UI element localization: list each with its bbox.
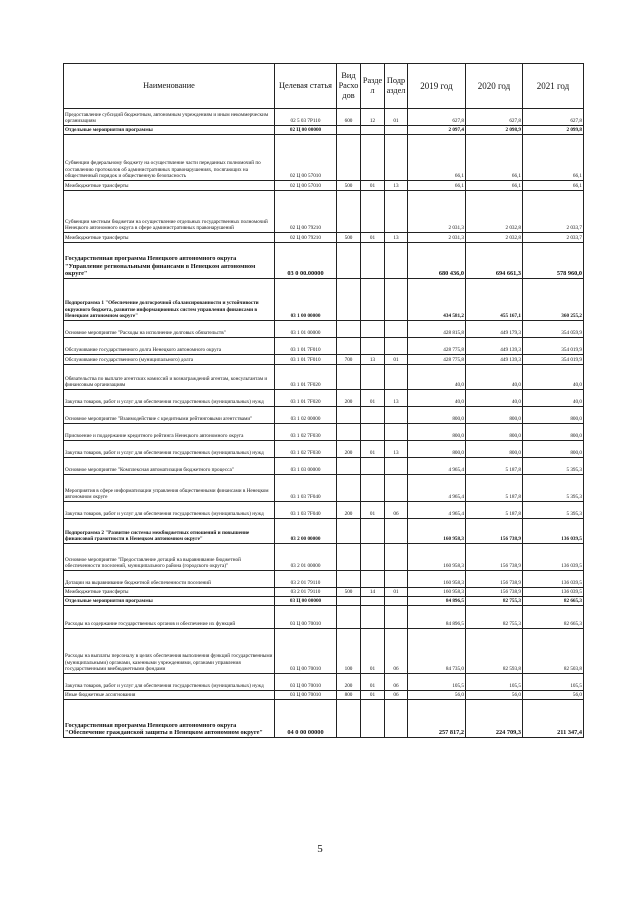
header-2020: 2020 год bbox=[466, 64, 523, 109]
row-amount-2019: 2 097,4 bbox=[408, 126, 466, 135]
row-expense-type bbox=[337, 407, 361, 424]
row-expense-type bbox=[337, 135, 361, 181]
row-section: 01 bbox=[361, 181, 385, 191]
row-subsection: 06 bbox=[385, 629, 408, 674]
row-amount-2021: 354 059,9 bbox=[523, 321, 584, 338]
table-row bbox=[64, 700, 584, 738]
row-section bbox=[361, 700, 385, 738]
table-row bbox=[64, 279, 584, 321]
row-section bbox=[361, 597, 385, 606]
row-expense-type bbox=[337, 424, 361, 441]
row-amount-2021: 136 039,5 bbox=[523, 544, 584, 571]
row-name: Основное мероприятие "Расходы на исполнение долговых обязательств" bbox=[64, 321, 275, 338]
row-expense-type bbox=[337, 338, 361, 355]
row-amount-2020: 56,0 bbox=[466, 691, 523, 700]
header-2021: 2021 год bbox=[523, 64, 584, 109]
row-target-code: 03 Ц 00 70010 bbox=[275, 691, 337, 700]
table-row bbox=[64, 606, 584, 629]
row-amount-2019: 66,1 bbox=[408, 181, 466, 191]
row-amount-2020: 40,0 bbox=[466, 365, 523, 390]
row-target-code: 03 1 01 7F020 bbox=[275, 365, 337, 390]
table-row bbox=[64, 458, 584, 475]
header-2019: 2019 год bbox=[408, 64, 466, 109]
row-target-code: 02 Ц 00 00000 bbox=[275, 126, 337, 135]
row-subsection bbox=[385, 606, 408, 629]
row-name: Государственная программа Ненецкого автономного округа "Обеспечение гражданской защиты в Ненецком автономном округе" bbox=[64, 700, 275, 738]
row-subsection bbox=[385, 458, 408, 475]
row-name: Предоставление субсидий бюджетным, автономным учреждениям и иным некоммерческим организациям bbox=[64, 109, 275, 126]
row-subsection bbox=[385, 191, 408, 233]
row-amount-2021: 2 033,7 bbox=[523, 191, 584, 233]
row-subsection bbox=[385, 126, 408, 135]
row-amount-2020: 449 139,3 bbox=[466, 338, 523, 355]
header-target: Целевая статья bbox=[275, 64, 337, 109]
row-amount-2020: 5 187,8 bbox=[466, 475, 523, 502]
table-row bbox=[64, 629, 584, 674]
table-row bbox=[64, 233, 584, 243]
row-expense-type bbox=[337, 700, 361, 738]
row-section bbox=[361, 135, 385, 181]
row-target-code: 03 Ц 00 70010 bbox=[275, 629, 337, 674]
row-name: Подпрограмма 2 "Развитие системы межбюджетных отношений и повышение финансовой грамотности в Ненецком автономном округе" bbox=[64, 519, 275, 544]
row-name: Субвенции федеральному бюджету на осуществление части переданных полномочий по составлению протоколов об административных правонарушениях, посягающих на общественный порядок и общественную безопасность bbox=[64, 135, 275, 181]
row-name: Обязательства по выплате агентских комиссий и вознаграждений агентам, консультантам и финансовым организациям bbox=[64, 365, 275, 390]
row-expense-type: 100 bbox=[337, 629, 361, 674]
row-amount-2019: 2 031,3 bbox=[408, 191, 466, 233]
table-row bbox=[64, 390, 584, 407]
row-expense-type: 600 bbox=[337, 109, 361, 126]
row-subsection bbox=[385, 365, 408, 390]
row-expense-type bbox=[337, 321, 361, 338]
table-row bbox=[64, 191, 584, 233]
row-subsection bbox=[385, 424, 408, 441]
row-amount-2019: 428 815,8 bbox=[408, 321, 466, 338]
row-subsection bbox=[385, 571, 408, 588]
row-target-code: 03 Ц 00 70010 bbox=[275, 674, 337, 691]
table-row bbox=[64, 424, 584, 441]
row-target-code: 03 Ц 00 00000 bbox=[275, 597, 337, 606]
row-amount-2019: 800,0 bbox=[408, 407, 466, 424]
row-amount-2020: 105,5 bbox=[466, 674, 523, 691]
row-subsection bbox=[385, 321, 408, 338]
row-name: Основное мероприятие "Предоставление дотаций на выравнивание бюджетной обеспеченности поселений, муниципального района (городского округа)" bbox=[64, 544, 275, 571]
row-amount-2019: 2 031,3 bbox=[408, 233, 466, 243]
row-amount-2020: 5 187,8 bbox=[466, 502, 523, 519]
row-amount-2021: 5 395,3 bbox=[523, 475, 584, 502]
row-target-code: 03 1 02 7F030 bbox=[275, 441, 337, 458]
row-subsection: 01 bbox=[385, 109, 408, 126]
header-section: Разде л bbox=[361, 64, 385, 109]
row-amount-2020: 156 738,9 bbox=[466, 544, 523, 571]
row-name: Отдельные мероприятия программы bbox=[64, 126, 275, 135]
row-name: Иные бюджетные ассигнования bbox=[64, 691, 275, 700]
row-expense-type: 200 bbox=[337, 390, 361, 407]
row-target-code: 03 1 01 00000 bbox=[275, 321, 337, 338]
row-expense-type: 500 bbox=[337, 588, 361, 597]
row-section bbox=[361, 544, 385, 571]
row-amount-2020: 455 167,1 bbox=[466, 279, 523, 321]
table-row bbox=[64, 571, 584, 588]
row-amount-2020: 66,1 bbox=[466, 181, 523, 191]
row-section: 01 bbox=[361, 629, 385, 674]
table-row bbox=[64, 243, 584, 279]
row-amount-2020: 40,0 bbox=[466, 390, 523, 407]
row-subsection: 01 bbox=[385, 588, 408, 597]
row-amount-2021: 800,0 bbox=[523, 407, 584, 424]
row-amount-2019: 160 958,3 bbox=[408, 588, 466, 597]
row-amount-2021: 105,5 bbox=[523, 674, 584, 691]
row-amount-2019: 160 958,3 bbox=[408, 519, 466, 544]
row-amount-2021: 627,8 bbox=[523, 109, 584, 126]
row-target-code: 03 1 03 7F040 bbox=[275, 502, 337, 519]
row-section: 13 bbox=[361, 355, 385, 365]
row-expense-type bbox=[337, 597, 361, 606]
row-amount-2020: 156 738,9 bbox=[466, 588, 523, 597]
row-expense-type: 200 bbox=[337, 441, 361, 458]
row-section: 01 bbox=[361, 674, 385, 691]
row-target-code: 03 0 00.00000 bbox=[275, 243, 337, 279]
row-name: Закупка товаров, работ и услуг для обеспечения государственных (муниципальных) нужд bbox=[64, 674, 275, 691]
row-amount-2021: 40,0 bbox=[523, 365, 584, 390]
row-amount-2019: 84 896,5 bbox=[408, 597, 466, 606]
row-target-code: 03 1 02 7F030 bbox=[275, 424, 337, 441]
table-row bbox=[64, 588, 584, 597]
table-row bbox=[64, 519, 584, 544]
table-row bbox=[64, 126, 584, 135]
header-name: Наименование bbox=[64, 64, 275, 109]
row-target-code: 03 Ц 00 70010 bbox=[275, 606, 337, 629]
row-amount-2020: 449 179,3 bbox=[466, 321, 523, 338]
row-amount-2020: 2 032,8 bbox=[466, 233, 523, 243]
row-amount-2019: 800,0 bbox=[408, 424, 466, 441]
row-amount-2021: 5 395,3 bbox=[523, 458, 584, 475]
row-section bbox=[361, 606, 385, 629]
table-body bbox=[64, 109, 584, 738]
row-expense-type: 200 bbox=[337, 674, 361, 691]
row-amount-2019: 160 958,3 bbox=[408, 571, 466, 588]
row-amount-2021: 2 099,8 bbox=[523, 126, 584, 135]
row-amount-2021: 136 039,5 bbox=[523, 571, 584, 588]
row-amount-2019: 428 775,8 bbox=[408, 338, 466, 355]
row-subsection bbox=[385, 475, 408, 502]
row-expense-type bbox=[337, 544, 361, 571]
row-target-code: 04 0 00 00000 bbox=[275, 700, 337, 738]
table-row bbox=[64, 407, 584, 424]
row-amount-2019: 105,5 bbox=[408, 674, 466, 691]
row-subsection: 06 bbox=[385, 502, 408, 519]
row-amount-2020: 66,1 bbox=[466, 135, 523, 181]
header-type: Вид Расхо дов bbox=[337, 64, 361, 109]
row-name: Межбюджетные трансферты bbox=[64, 181, 275, 191]
table-row bbox=[64, 674, 584, 691]
row-target-code: 03 2 01 79110 bbox=[275, 588, 337, 597]
row-subsection: 06 bbox=[385, 691, 408, 700]
row-target-code: 03 1 03 00000 bbox=[275, 458, 337, 475]
row-amount-2021: 354 019,9 bbox=[523, 338, 584, 355]
row-amount-2020: 5 187,8 bbox=[466, 458, 523, 475]
row-section bbox=[361, 519, 385, 544]
row-subsection: 01 bbox=[385, 355, 408, 365]
row-amount-2019: 680 436,0 bbox=[408, 243, 466, 279]
row-subsection: 13 bbox=[385, 233, 408, 243]
row-amount-2021: 800,0 bbox=[523, 424, 584, 441]
row-name: Расходы на содержание государственных органов и обеспечение их функций bbox=[64, 606, 275, 629]
table-row bbox=[64, 135, 584, 181]
row-section bbox=[361, 458, 385, 475]
row-target-code: 03 1 03 7F040 bbox=[275, 475, 337, 502]
table-row bbox=[64, 475, 584, 502]
table-row bbox=[64, 502, 584, 519]
row-amount-2021: 82 503,8 bbox=[523, 629, 584, 674]
table-row bbox=[64, 181, 584, 191]
row-expense-type bbox=[337, 126, 361, 135]
row-expense-type bbox=[337, 279, 361, 321]
table-row bbox=[64, 321, 584, 338]
row-target-code: 02 Ц 00 57010 bbox=[275, 181, 337, 191]
row-expense-type bbox=[337, 519, 361, 544]
row-expense-type: 700 bbox=[337, 355, 361, 365]
row-expense-type bbox=[337, 475, 361, 502]
row-amount-2021: 211 347,4 bbox=[523, 700, 584, 738]
row-amount-2021: 82 665,3 bbox=[523, 606, 584, 629]
row-section: 12 bbox=[361, 109, 385, 126]
row-expense-type: 500 bbox=[337, 233, 361, 243]
row-section: 01 bbox=[361, 502, 385, 519]
row-expense-type: 200 bbox=[337, 502, 361, 519]
table-row bbox=[64, 691, 584, 700]
row-name: Подпрограмма 1 "Обеспечение долгосрочной сбалансированности и устойчивости окружного бюджета, развитие информационных систем управления финансами в Ненецком автономном округе" bbox=[64, 279, 275, 321]
row-target-code: 03 1 01 7F010 bbox=[275, 355, 337, 365]
row-target-code: 02 5 03 7Р110 bbox=[275, 109, 337, 126]
row-subsection bbox=[385, 519, 408, 544]
page-number: 5 bbox=[317, 843, 323, 855]
row-section: 01 bbox=[361, 691, 385, 700]
row-subsection: 06 bbox=[385, 674, 408, 691]
row-subsection bbox=[385, 243, 408, 279]
row-name: Расходы на выплаты персоналу в целях обеспечения выполнения функций государственными (муниципальными) органами, казенными учреждениями, органами управления государственными внебюджетными фондами bbox=[64, 629, 275, 674]
row-amount-2021: 40,0 bbox=[523, 390, 584, 407]
row-amount-2021: 136 039,5 bbox=[523, 519, 584, 544]
row-subsection bbox=[385, 135, 408, 181]
row-subsection bbox=[385, 338, 408, 355]
row-name: Основное мероприятие "Комплексная автоматизация бюджетного процесса" bbox=[64, 458, 275, 475]
row-target-code: 02 Ц 00 57010 bbox=[275, 135, 337, 181]
row-amount-2021: 360 255,2 bbox=[523, 279, 584, 321]
row-subsection bbox=[385, 407, 408, 424]
row-amount-2019: 627,8 bbox=[408, 109, 466, 126]
row-amount-2020: 82 755,3 bbox=[466, 597, 523, 606]
row-name: Закупка товаров, работ и услуг для обеспечения государственных (муниципальных) нужд bbox=[64, 441, 275, 458]
row-section bbox=[361, 191, 385, 233]
row-amount-2020: 800,0 bbox=[466, 407, 523, 424]
row-target-code: 03 1 02 00000 bbox=[275, 407, 337, 424]
row-amount-2019: 434 581,2 bbox=[408, 279, 466, 321]
row-expense-type bbox=[337, 571, 361, 588]
row-amount-2020: 82 593,8 bbox=[466, 629, 523, 674]
budget-table bbox=[63, 63, 584, 738]
row-amount-2021: 136 039,5 bbox=[523, 588, 584, 597]
row-section bbox=[361, 424, 385, 441]
row-section: 14 bbox=[361, 588, 385, 597]
row-amount-2021: 82 665,3 bbox=[523, 597, 584, 606]
table-row bbox=[64, 441, 584, 458]
row-target-code: 03 1 01 7F010 bbox=[275, 338, 337, 355]
row-amount-2021: 66,1 bbox=[523, 181, 584, 191]
row-target-code: 03 2 01 00000 bbox=[275, 544, 337, 571]
row-amount-2019: 4 965,4 bbox=[408, 458, 466, 475]
row-amount-2020: 224 709,3 bbox=[466, 700, 523, 738]
row-section bbox=[361, 365, 385, 390]
row-subsection bbox=[385, 597, 408, 606]
row-subsection bbox=[385, 279, 408, 321]
row-amount-2019: 800,0 bbox=[408, 441, 466, 458]
row-target-code: 02 Ц 00 79210 bbox=[275, 191, 337, 233]
row-target-code: 03 2 01 79110 bbox=[275, 571, 337, 588]
row-amount-2021: 56,0 bbox=[523, 691, 584, 700]
row-amount-2021: 578 960,0 bbox=[523, 243, 584, 279]
row-amount-2019: 4 965,4 bbox=[408, 502, 466, 519]
row-target-code: 03 2 00 00000 bbox=[275, 519, 337, 544]
row-expense-type: 800 bbox=[337, 691, 361, 700]
row-amount-2019: 160 958,3 bbox=[408, 544, 466, 571]
row-name: Мероприятия в сфере информатизации управления общественными финансами в Ненецком автономном округе bbox=[64, 475, 275, 502]
row-amount-2019: 84 896,5 bbox=[408, 606, 466, 629]
row-expense-type bbox=[337, 365, 361, 390]
row-name: Субвенции местным бюджетам на осуществление отдельных государственных полномочий Ненецкого автономного округа в сфере административных правонарушений bbox=[64, 191, 275, 233]
row-amount-2020: 449 139,3 bbox=[466, 355, 523, 365]
row-name: Присвоение и поддержание кредитного рейтинга Ненецкого автономного округа bbox=[64, 424, 275, 441]
row-amount-2020: 800,0 bbox=[466, 424, 523, 441]
row-subsection bbox=[385, 700, 408, 738]
row-subsection: 13 bbox=[385, 441, 408, 458]
row-amount-2019: 40,0 bbox=[408, 390, 466, 407]
row-section bbox=[361, 279, 385, 321]
row-amount-2019: 84 735,0 bbox=[408, 629, 466, 674]
row-amount-2019: 257 817,2 bbox=[408, 700, 466, 738]
row-section bbox=[361, 338, 385, 355]
table-row bbox=[64, 365, 584, 390]
row-amount-2021: 5 395,3 bbox=[523, 502, 584, 519]
row-amount-2020: 2 098,9 bbox=[466, 126, 523, 135]
row-amount-2020: 82 755,3 bbox=[466, 606, 523, 629]
row-amount-2020: 627,8 bbox=[466, 109, 523, 126]
row-name: Обслуживание государственного долга Ненецкого автономного округа bbox=[64, 338, 275, 355]
row-amount-2021: 354 019,9 bbox=[523, 355, 584, 365]
row-section bbox=[361, 407, 385, 424]
row-section bbox=[361, 475, 385, 502]
row-name: Межбюджетные трансферты bbox=[64, 233, 275, 243]
row-expense-type bbox=[337, 191, 361, 233]
row-amount-2021: 800,0 bbox=[523, 441, 584, 458]
row-expense-type: 500 bbox=[337, 181, 361, 191]
table-row bbox=[64, 355, 584, 365]
row-subsection: 13 bbox=[385, 390, 408, 407]
row-name: Отдельные мероприятия программы bbox=[64, 597, 275, 606]
row-target-code: 02 Ц 00 79210 bbox=[275, 233, 337, 243]
row-section: 01 bbox=[361, 390, 385, 407]
row-amount-2019: 428 775,8 bbox=[408, 355, 466, 365]
row-amount-2020: 156 738,9 bbox=[466, 571, 523, 588]
row-amount-2020: 800,0 bbox=[466, 441, 523, 458]
row-section: 01 bbox=[361, 233, 385, 243]
header-subsection: Подр аздел bbox=[385, 64, 408, 109]
row-expense-type bbox=[337, 243, 361, 279]
table-row bbox=[64, 109, 584, 126]
table-row bbox=[64, 597, 584, 606]
row-section: 01 bbox=[361, 441, 385, 458]
row-section bbox=[361, 126, 385, 135]
row-amount-2021: 2 033,7 bbox=[523, 233, 584, 243]
row-name: Закупка товаров, работ и услуг для обеспечения государственных (муниципальных) нужд bbox=[64, 390, 275, 407]
table-row bbox=[64, 338, 584, 355]
row-expense-type bbox=[337, 458, 361, 475]
row-amount-2019: 40,0 bbox=[408, 365, 466, 390]
row-amount-2019: 66,1 bbox=[408, 135, 466, 181]
row-section bbox=[361, 321, 385, 338]
row-name: Обслуживание государственного (муниципального) долга bbox=[64, 355, 275, 365]
row-subsection bbox=[385, 544, 408, 571]
row-amount-2021: 66,1 bbox=[523, 135, 584, 181]
row-target-code: 03 1 00 00000 bbox=[275, 279, 337, 321]
row-amount-2019: 56,0 bbox=[408, 691, 466, 700]
row-name: Закупка товаров, работ и услуг для обеспечения государственных (муниципальных) нужд bbox=[64, 502, 275, 519]
row-name: Дотации на выравнивание бюджетной обеспеченности поселений bbox=[64, 571, 275, 588]
row-target-code: 03 1 01 7F020 bbox=[275, 390, 337, 407]
row-amount-2020: 156 738,9 bbox=[466, 519, 523, 544]
row-name: Межбюджетные трансферты bbox=[64, 588, 275, 597]
row-expense-type bbox=[337, 606, 361, 629]
header-row bbox=[64, 64, 584, 109]
row-amount-2019: 4 965,4 bbox=[408, 475, 466, 502]
row-amount-2020: 2 032,8 bbox=[466, 191, 523, 233]
row-section bbox=[361, 571, 385, 588]
row-amount-2020: 694 661,3 bbox=[466, 243, 523, 279]
row-subsection: 13 bbox=[385, 181, 408, 191]
table-row bbox=[64, 544, 584, 571]
row-section bbox=[361, 243, 385, 279]
row-name: Основное мероприятие "Взаимодействие с кредитными рейтинговыми агентствами" bbox=[64, 407, 275, 424]
row-name: Государственная программа Ненецкого автономного округа "Управление региональными финансами в Ненецком автономном округе" bbox=[64, 243, 275, 279]
